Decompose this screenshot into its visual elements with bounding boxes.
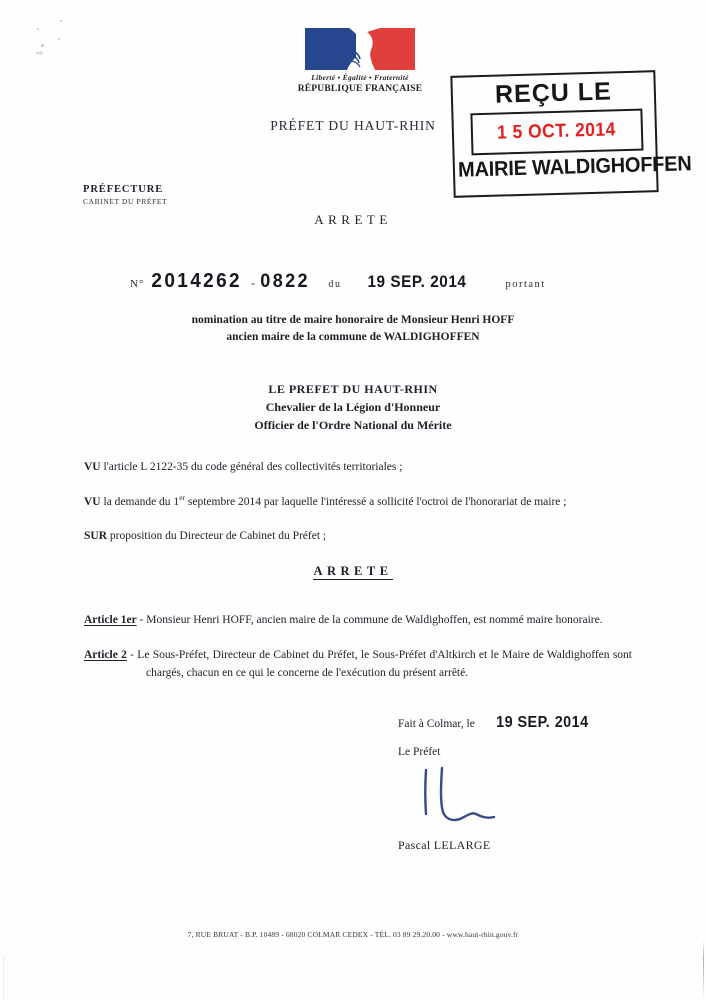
clause-ordinal-suffix: er	[179, 493, 186, 503]
republic-motto: Liberté • Égalité • Fraternité	[311, 73, 409, 82]
document-subject	[0, 312, 706, 345]
prefect-titles	[0, 380, 706, 434]
prefect-title-line-2: Chevalier de la Légion d'Honneur	[265, 400, 441, 414]
article-2-label: Article 2	[84, 649, 127, 662]
signature-place-label: Fait à Colmar, le	[398, 718, 475, 730]
reference-number-label: N°	[130, 278, 145, 290]
clause-keyword: VU	[84, 496, 101, 509]
scan-speck	[58, 38, 60, 40]
signatory-name: Pascal LELARGE	[398, 838, 491, 852]
clause-text: l'article L 2122-35 du code général des collectivités territoriales ;	[100, 461, 403, 473]
reference-sequence-value: 0822	[260, 271, 311, 292]
reference-du-label: du	[328, 279, 342, 290]
clause-vu-1	[84, 460, 624, 475]
clause-keyword: VU	[84, 461, 101, 473]
document-footer: 7, RUE BRUAT - B.P. 10489 - 68020 COLMAR CEDEX - TÉL. 03 89 29.20.00 - www.haut-rhin.gouv.fr	[187, 930, 519, 939]
article-1-text: - Monsieur Henri HOFF, ancien maire de la commune de Waldighoffen, est nommé maire honoraire.	[136, 614, 603, 626]
prefect-title-line-1: LE PREFET DU HAUT-RHIN	[268, 382, 438, 396]
clause-vu-2	[84, 493, 624, 510]
scan-speck	[60, 20, 62, 22]
signature-block	[398, 714, 658, 853]
article-2	[84, 647, 632, 682]
issuing-office-title: PRÉFECTURE	[83, 184, 164, 195]
clause-text: proposition du Directeur de Cabinet du Préfet ;	[107, 529, 327, 542]
french-flag-marianne-icon	[305, 28, 415, 70]
stamp-mairie-text: MAIRIE WALDIGHOFFEN	[457, 152, 692, 182]
article-2-text: - Le Sous-Préfet, Directeur de Cabinet du Préfet, le Sous-Préfet d'Altkirch et le Maire de Waldighoffen sont chargés, chacun en ce qui le concerne de l'exécution du présent arrêté.	[126, 649, 632, 679]
prefet-department-line: PRÉFET DU HAUT-RHIN	[270, 118, 436, 133]
handwritten-signature	[416, 764, 536, 832]
clause-sur	[84, 529, 624, 544]
legal-clauses	[84, 460, 624, 562]
articles-section	[84, 612, 632, 700]
republic-name: RÉPUBLIQUE FRANÇAISE	[297, 84, 423, 94]
subject-line-1: nomination au titre de maire honoraire de Monsieur Henri HOFF	[191, 314, 515, 326]
marianne-profile-icon	[347, 28, 380, 70]
clause-keyword: SUR	[84, 529, 108, 542]
stamp-recu-label	[451, 76, 657, 111]
clause-text-after: septembre 2014 par laquelle l'intéressé a sollicité l'octroi de l'honorariat de maire ;	[185, 496, 567, 509]
issuing-office-subtitle: CABINET DU PRÉFET	[83, 197, 168, 206]
arrete-heading-decision	[0, 562, 706, 580]
reference-portant-label: portant	[505, 279, 546, 290]
stamp-date-box	[470, 109, 643, 156]
scan-speck	[41, 44, 44, 47]
arrete-reference-line	[130, 270, 546, 293]
reference-number-value: 2014262	[151, 270, 243, 292]
article-1	[84, 612, 632, 629]
stamp-date-text: 1 5 OCT. 2014	[497, 119, 617, 144]
scan-edge-artifact	[703, 0, 704, 1000]
signature-place-line	[398, 714, 658, 732]
prefect-title-line-3: Officier de l'Ordre National du Mérite	[254, 418, 452, 432]
scan-speck	[38, 51, 43, 55]
arrete-heading-top: ARRETE	[314, 212, 392, 227]
subject-line-2: ancien maire de la commune de WALDIGHOFFEN	[226, 330, 480, 343]
clause-text-before: la demande du 1	[100, 496, 180, 509]
stamp-recu-text: REÇU LE	[494, 77, 613, 109]
scan-speck	[36, 52, 38, 54]
reference-date-value: 19 SEP. 2014	[367, 272, 466, 291]
reference-dash: -	[250, 275, 256, 290]
signature-role: Le Préfet	[398, 746, 441, 758]
reception-stamp	[450, 70, 692, 198]
arrete-heading-decision-text: ARRETE	[313, 564, 393, 578]
article-1-label: Article 1er	[84, 614, 137, 626]
issuing-office	[83, 184, 167, 206]
republic-emblem	[295, 28, 425, 94]
signature-date-value: 19 SEP. 2014	[495, 714, 589, 731]
scan-edge-artifact-left	[3, 955, 4, 1000]
scan-speck	[37, 28, 39, 30]
